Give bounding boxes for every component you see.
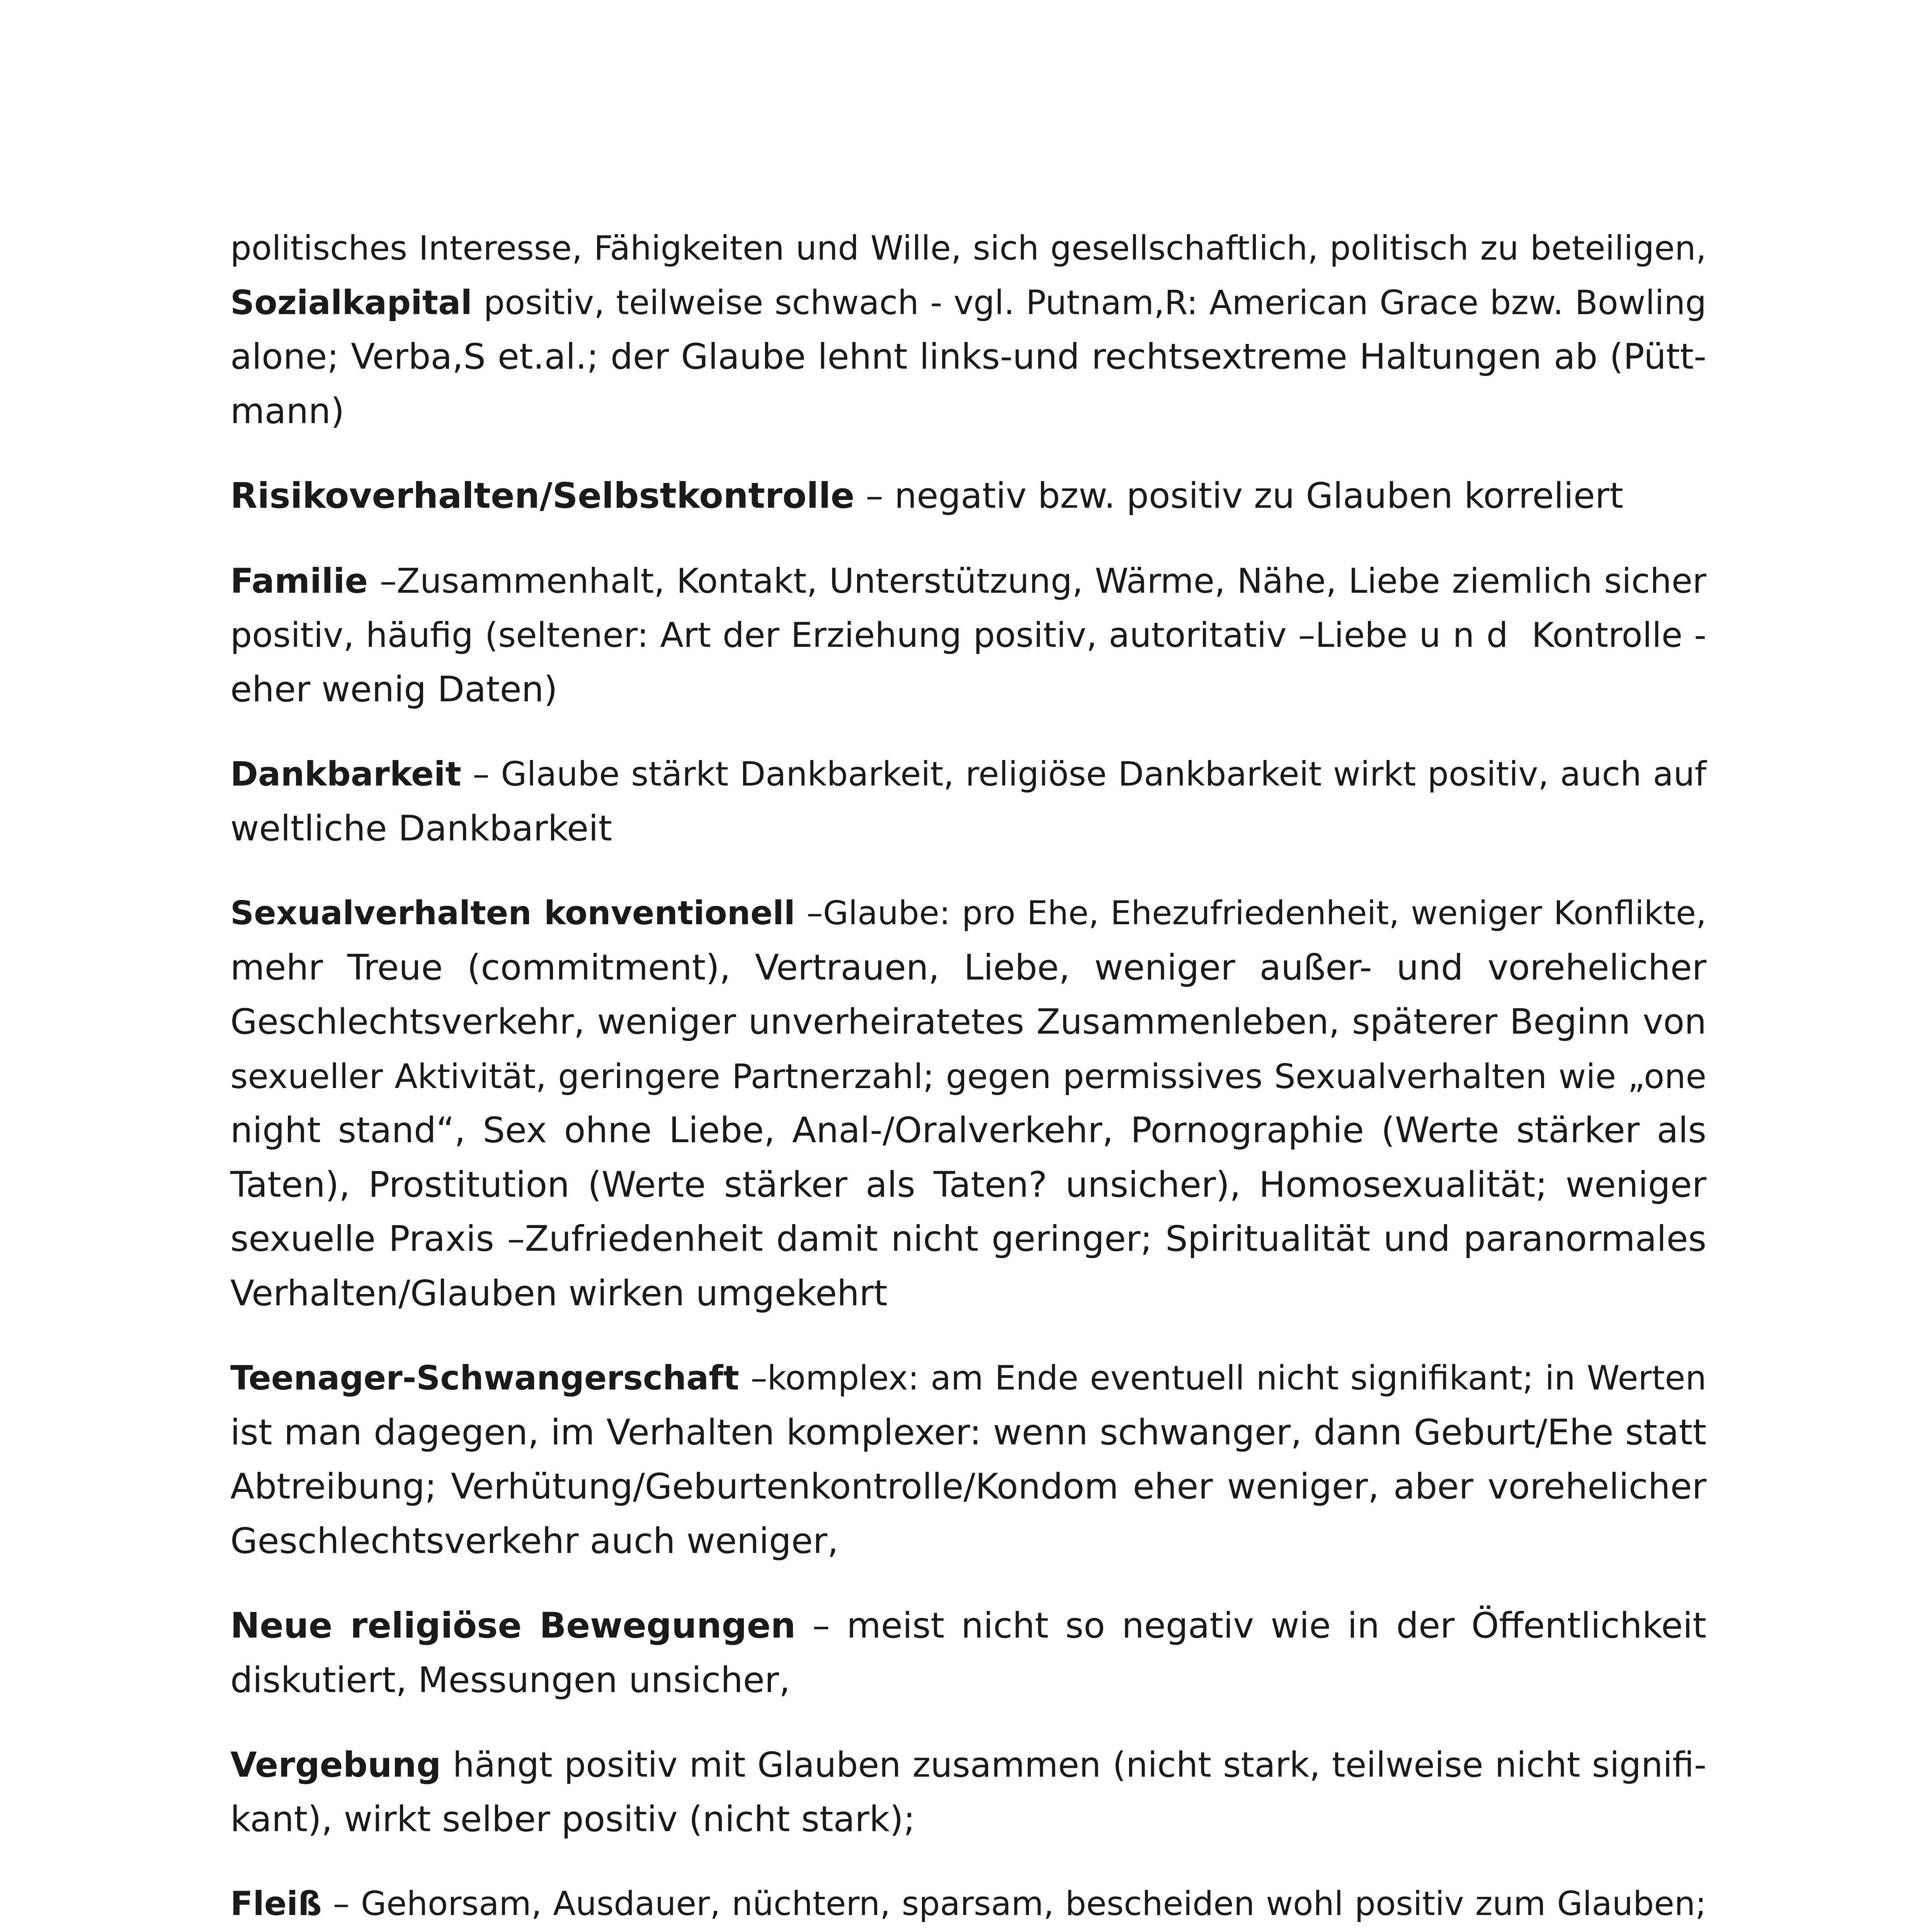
text-line: Vergebung hängt positiv mit Glauben zusammen (nicht stark, teilweise nicht signifi- — [230, 1745, 1706, 1785]
paragraph-vergebung — [230, 1738, 1706, 1847]
text-line: Abtreibung; Verhütung/Geburtenkontrolle/Kondom eher weniger, aber vorehelicher — [230, 1466, 1706, 1507]
paragraph-teenager-schwangerschaft — [230, 1351, 1706, 1568]
text-line: Teenager-Schwangerschaft –komplex: am Ende eventuell nicht signifikant; in Werten — [230, 1359, 1706, 1398]
text-line: mann) — [230, 391, 345, 432]
text-line: positiv, häufig (seltener: Art der Erziehung positiv, autoritativ –Liebe und Kontrolle - — [230, 615, 1706, 655]
text-line: Risikoverhalten/Selbstkontrolle – negativ bzw. positiv zu Glauben korreliert — [230, 476, 1623, 516]
text-line: Geschlechtsverkehr, weniger unverheiratetes Zusammenleben, späterer Beginn von — [230, 1002, 1706, 1042]
term-familie: Familie — [230, 561, 368, 601]
text-line: weltliche Dankbarkeit — [230, 808, 612, 849]
paragraph-sexualverhalten — [230, 886, 1706, 1321]
term-fleiss: Fleiß — [230, 1885, 322, 1923]
text-line: diskutiert, Messungen unsicher, — [230, 1660, 791, 1701]
paragraph-fleiss — [230, 1877, 1706, 1932]
text-line: eher wenig Daten) — [230, 669, 558, 710]
text-line: Fleiß – Gehorsam, Ausdauer, nüchtern, sparsam, bescheiden wohl positiv zum Glauben; — [230, 1885, 1706, 1923]
text-line: Sozialkapital positiv, teilweise schwach - vgl. Putnam,R: American Grace bzw. Bowling — [230, 283, 1706, 322]
text-line: Neue religiöse Bewegungen – meist nicht so negativ wie in der Öffentlichkeit — [230, 1605, 1707, 1646]
paragraph-political-interest — [230, 221, 1706, 439]
text-line: night stand“, Sex ohne Liebe, Anal-/Oralverkehr, Pornographie (Werte stärker als — [230, 1110, 1706, 1151]
paragraph-dankbarkeit — [230, 747, 1706, 856]
text-line: Dankbarkeit – Glaube stärkt Dankbarkeit, religiöse Dankbarkeit wirkt positiv, auch auf — [230, 755, 1706, 794]
text-line: Sexualverhalten konventionell –Glaube: pro Ehe, Ehezufriedenheit, weniger Konflikte, — [230, 894, 1706, 932]
text-line: Taten), Prostitution (Werte stärker als Taten? unsicher), Homosexualität; weniger — [230, 1164, 1706, 1205]
document-body — [230, 221, 1706, 1932]
term-sozialkapital: Sozialkapital — [230, 283, 472, 322]
text-line: Geschlechtsverkehr auch weniger, — [230, 1520, 839, 1561]
paragraph-neue-religioese-bewegungen — [230, 1599, 1706, 1708]
text-line: ist man dagegen, im Verhalten komplexer: wenn schwanger, dann Geburt/Ehe statt — [230, 1412, 1706, 1453]
text-line: kant), wirkt selber positiv (nicht stark); — [230, 1799, 915, 1840]
text-line: politisches Interesse, Fähigkeiten und Wille, sich gesellschaftlich, politisch zu beteiligen, — [230, 229, 1706, 268]
term-teenager-schwangerschaft: Teenager-Schwangerschaft — [230, 1359, 739, 1398]
term-risikoverhalten: Risikoverhalten/Selbstkontrolle — [230, 476, 855, 516]
term-sexualverhalten: Sexualverhalten konventionell — [230, 894, 795, 932]
text-line: alone; Verba,S et.al.; der Glaube lehnt links-und rechtsextreme Haltungen ab (Pütt- — [230, 337, 1706, 377]
text-line: sexuelle Praxis –Zufriedenheit damit nicht geringer; Spiritualität und paranormales — [230, 1219, 1706, 1259]
term-dankbarkeit: Dankbarkeit — [230, 755, 461, 794]
text-line: Verhalten/Glauben wirken umgekehrt — [230, 1273, 888, 1314]
paragraph-risikoverhalten — [230, 469, 1706, 524]
text-line: mehr Treue (commitment), Vertrauen, Liebe, weniger außer- und vorehelicher — [230, 947, 1706, 988]
term-vergebung: Vergebung — [230, 1745, 441, 1785]
term-neue-religioese-bewegungen: Neue religiöse Bewegungen — [230, 1605, 796, 1646]
text-line: sexueller Aktivität, geringere Partnerzahl; gegen permissives Sexualverhalten wie „one — [230, 1056, 1706, 1096]
paragraph-familie — [230, 554, 1706, 717]
text-line: Familie –Zusammenhalt, Kontakt, Unterstützung, Wärme, Nähe, Liebe ziemlich sicher — [230, 561, 1706, 601]
